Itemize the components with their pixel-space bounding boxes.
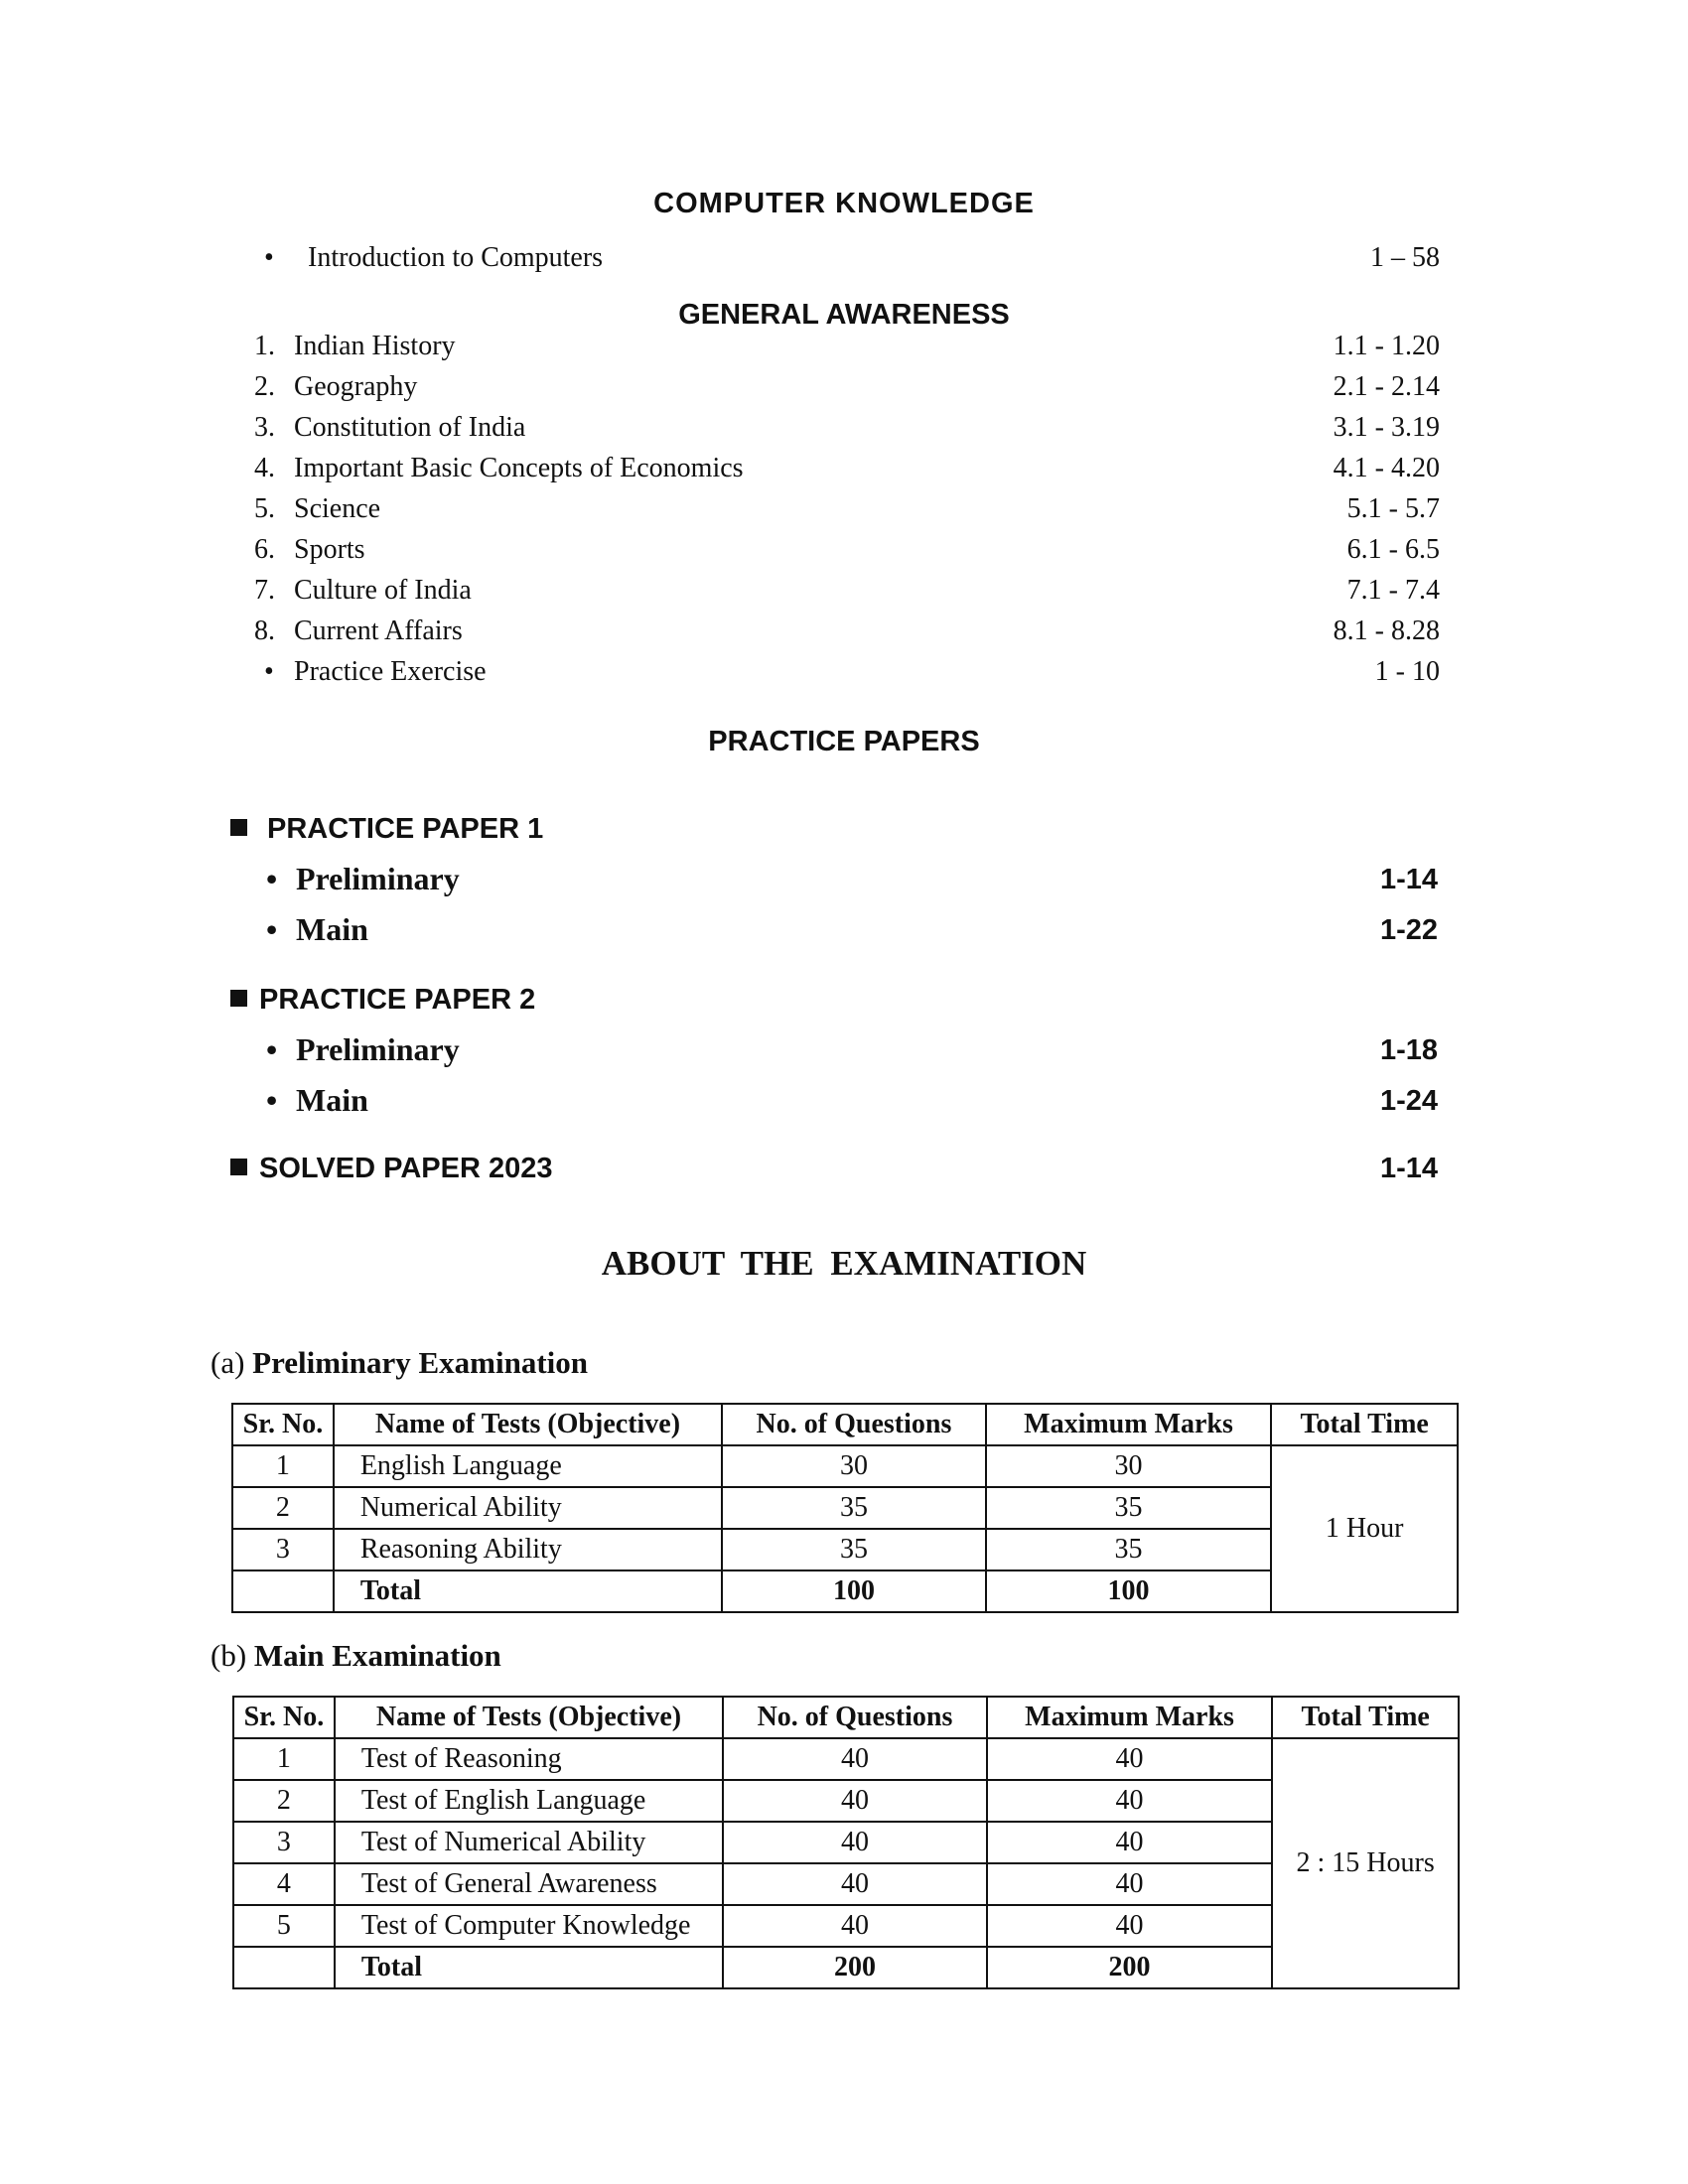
- test-name-cell: Test of Reasoning: [335, 1738, 723, 1780]
- bullet: •: [266, 861, 278, 896]
- item-number: 7.: [254, 575, 275, 606]
- test-name-cell: Test of Computer Knowledge: [335, 1905, 723, 1947]
- preliminary-exam-heading: [211, 1345, 588, 1381]
- total-time-cell: 2 : 15 Hours: [1272, 1738, 1459, 1988]
- table-row: [232, 1445, 1458, 1487]
- toc-row: [228, 331, 1440, 370]
- toc-pages: 6.1 - 6.5: [1346, 534, 1440, 565]
- total-questions-cell: 200: [723, 1947, 987, 1988]
- sr-no-cell: 4: [233, 1863, 335, 1905]
- sr-no-cell: 2: [233, 1780, 335, 1822]
- toc-pages: 5.1 - 5.7: [1346, 493, 1440, 524]
- solved-paper-title: SOLVED PAPER 2023: [259, 1153, 553, 1184]
- item-bullet: •: [264, 656, 274, 687]
- toc-label: Indian History: [294, 331, 456, 361]
- section-prefix: (a): [211, 1345, 245, 1380]
- item-number: 5.: [254, 493, 275, 524]
- sr-no-cell: 3: [233, 1822, 335, 1863]
- toc-label: Culture of India: [294, 575, 472, 606]
- total-marks-cell: 200: [987, 1947, 1273, 1988]
- section-title: Preliminary Examination: [252, 1345, 588, 1380]
- item-number: 1.: [254, 331, 275, 361]
- total-marks-cell: 100: [986, 1570, 1272, 1612]
- empty-cell: [233, 1947, 335, 1988]
- practice-paper-title: PRACTICE PAPER 1: [267, 813, 544, 845]
- main-exam-heading: [211, 1638, 501, 1674]
- table-header-row: [233, 1697, 1459, 1738]
- toc-pages: 2.1 - 2.14: [1333, 371, 1440, 402]
- questions-cell: 35: [722, 1487, 986, 1529]
- questions-cell: 35: [722, 1529, 986, 1570]
- sr-no-cell: 3: [232, 1529, 334, 1570]
- marks-cell: 40: [987, 1738, 1273, 1780]
- sr-no-cell: 1: [232, 1445, 334, 1487]
- practice-paper-title: PRACTICE PAPER 2: [259, 984, 536, 1016]
- col-header-time: Total Time: [1272, 1697, 1459, 1738]
- solved-paper-heading: [230, 1153, 1438, 1185]
- toc-label: Important Basic Concepts of Economics: [294, 453, 744, 483]
- about-examination-heading: ABOUT THE EXAMINATION: [601, 1244, 1087, 1283]
- sr-no-cell: 1: [233, 1738, 335, 1780]
- col-header-questions: No. of Questions: [722, 1404, 986, 1445]
- table-header-row: [232, 1404, 1458, 1445]
- practice-papers-heading: PRACTICE PAPERS: [708, 726, 980, 757]
- item-label: Main: [296, 911, 368, 947]
- solved-paper-pages: 1-14: [1379, 1153, 1438, 1184]
- toc-row: [228, 615, 1440, 655]
- toc-row: [228, 412, 1440, 452]
- total-questions-cell: 100: [722, 1570, 986, 1612]
- table-row: [233, 1738, 1459, 1780]
- col-header-questions: No. of Questions: [723, 1697, 987, 1738]
- square-bullet-icon: [230, 1159, 247, 1175]
- toc-pages: 3.1 - 3.19: [1333, 412, 1440, 443]
- section-title: Main Examination: [253, 1638, 501, 1673]
- toc-pages: 1 – 58: [1370, 242, 1440, 273]
- questions-cell: 40: [723, 1905, 987, 1947]
- item-label: Preliminary: [296, 861, 460, 896]
- item-pages: 1-14: [1379, 864, 1438, 895]
- item-pages: 1-24: [1379, 1085, 1438, 1117]
- marks-cell: 30: [986, 1445, 1272, 1487]
- toc-label: Science: [294, 493, 381, 524]
- item-number: 6.: [254, 534, 275, 565]
- test-name-cell: Reasoning Ability: [334, 1529, 722, 1570]
- col-header-test-name: Name of Tests (Objective): [335, 1697, 723, 1738]
- section-prefix: (b): [211, 1638, 247, 1673]
- total-time-cell: 1 Hour: [1271, 1445, 1458, 1612]
- marks-cell: 40: [987, 1863, 1273, 1905]
- marks-cell: 35: [986, 1487, 1272, 1529]
- bullet: •: [266, 1031, 278, 1067]
- col-header-marks: Maximum Marks: [987, 1697, 1273, 1738]
- questions-cell: 40: [723, 1822, 987, 1863]
- questions-cell: 40: [723, 1863, 987, 1905]
- toc-label: Geography: [294, 371, 418, 402]
- sr-no-cell: 2: [232, 1487, 334, 1529]
- toc-row: [228, 453, 1440, 492]
- item-number: 2.: [254, 371, 275, 402]
- toc-row-introduction: [228, 242, 1440, 282]
- toc-pages: 8.1 - 8.28: [1333, 615, 1440, 646]
- computer-knowledge-heading: COMPUTER KNOWLEDGE: [653, 188, 1035, 219]
- preliminary-exam-table: [231, 1403, 1459, 1613]
- test-name-cell: Numerical Ability: [334, 1487, 722, 1529]
- toc-pages: 1 - 10: [1374, 656, 1440, 687]
- col-header-test-name: Name of Tests (Objective): [334, 1404, 722, 1445]
- total-label-cell: Total: [334, 1570, 722, 1612]
- questions-cell: 40: [723, 1780, 987, 1822]
- item-number: 3.: [254, 412, 275, 443]
- item-number: 8.: [254, 615, 275, 646]
- col-header-marks: Maximum Marks: [986, 1404, 1272, 1445]
- toc-row: [228, 656, 1440, 696]
- toc-pages: 1.1 - 1.20: [1333, 331, 1440, 361]
- practice-paper-1-heading: [230, 813, 543, 846]
- general-awareness-heading: GENERAL AWARENESS: [678, 299, 1010, 331]
- item-number: 4.: [254, 453, 275, 483]
- toc-row: [228, 371, 1440, 411]
- bullet: •: [266, 1082, 278, 1118]
- bullet: •: [266, 911, 278, 947]
- square-bullet-icon: [230, 990, 247, 1007]
- main-exam-table: [232, 1696, 1460, 1989]
- toc-label: Constitution of India: [294, 412, 526, 443]
- item-pages: 1-18: [1379, 1034, 1438, 1066]
- marks-cell: 35: [986, 1529, 1272, 1570]
- total-label-cell: Total: [335, 1947, 723, 1988]
- test-name-cell: English Language: [334, 1445, 722, 1487]
- item-pages: 1-22: [1379, 914, 1438, 946]
- questions-cell: 40: [723, 1738, 987, 1780]
- toc-row: [228, 534, 1440, 574]
- bullet: •: [264, 242, 274, 273]
- test-name-cell: Test of General Awareness: [335, 1863, 723, 1905]
- test-name-cell: Test of English Language: [335, 1780, 723, 1822]
- col-header-time: Total Time: [1271, 1404, 1458, 1445]
- col-header-sr-no: Sr. No.: [232, 1404, 334, 1445]
- toc-label: Sports: [294, 534, 365, 565]
- toc-label: Practice Exercise: [294, 656, 487, 687]
- marks-cell: 40: [987, 1780, 1273, 1822]
- test-name-cell: Test of Numerical Ability: [335, 1822, 723, 1863]
- marks-cell: 40: [987, 1905, 1273, 1947]
- practice-paper-2-heading: [230, 984, 535, 1017]
- questions-cell: 30: [722, 1445, 986, 1487]
- toc-pages: 7.1 - 7.4: [1346, 575, 1440, 606]
- item-label: Main: [296, 1082, 368, 1118]
- toc-row: [228, 493, 1440, 533]
- toc-label: Introduction to Computers: [308, 242, 604, 273]
- toc-pages: 4.1 - 4.20: [1333, 453, 1440, 483]
- toc-row: [228, 575, 1440, 614]
- marks-cell: 40: [987, 1822, 1273, 1863]
- empty-cell: [232, 1570, 334, 1612]
- item-label: Preliminary: [296, 1031, 460, 1067]
- col-header-sr-no: Sr. No.: [233, 1697, 335, 1738]
- sr-no-cell: 5: [233, 1905, 335, 1947]
- square-bullet-icon: [230, 819, 247, 836]
- toc-label: Current Affairs: [294, 615, 463, 646]
